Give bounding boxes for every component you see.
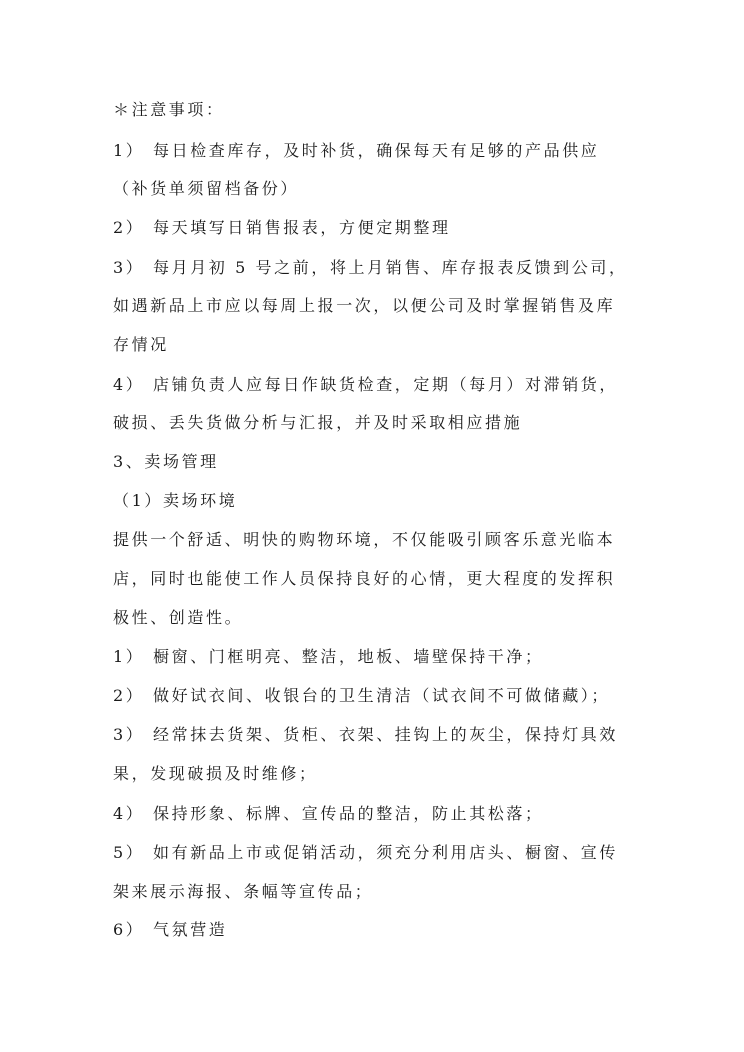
item-text: 保持形象、标牌、宣传品的整洁，防止其松落； xyxy=(153,804,544,823)
item-number: 3） xyxy=(113,725,145,744)
text-line: 破损、丢失货做分析与汇报，并及时采取相应措施 xyxy=(113,413,523,432)
item-text: 经常抹去货架、货柜、衣架、挂钩上的灰尘，保持灯具效 xyxy=(153,725,619,744)
item-number: 3） xyxy=(113,258,145,277)
text-line: （补货单须留档备份） xyxy=(113,179,300,198)
text-line: 存情况 xyxy=(113,335,169,354)
subsection-heading: （1）卖场环境 xyxy=(113,491,238,510)
item-text: 做好试衣间、收银台的卫生清洁（试衣间不可做储藏）； xyxy=(153,686,611,705)
item-text: 每天填写日销售报表，方便定期整理 xyxy=(153,218,451,237)
item-number: 6） xyxy=(113,920,145,939)
list-item xyxy=(113,920,633,940)
list-item xyxy=(113,843,633,863)
paragraph-line: 店，同时也能使工作人员保持良好的心情，更大程度的发挥积 xyxy=(113,569,616,588)
list-item xyxy=(113,647,633,667)
section-heading: 3、卖场管理 xyxy=(113,452,219,471)
item-number: 1） xyxy=(113,141,145,160)
list-item xyxy=(113,258,633,278)
list-item xyxy=(113,804,633,824)
item-text: 每月月初 5 号之前，将上月销售、库存报表反馈到公司， xyxy=(153,258,628,277)
list-item xyxy=(113,141,633,161)
item-text: 如有新品上市或促销活动，须充分利用店头、橱窗、宣传 xyxy=(153,843,619,862)
item-number: 2） xyxy=(113,686,145,705)
notes-heading: ＊注意事项： xyxy=(113,100,225,119)
text-line: 如遇新品上市应以每周上报一次，以便公司及时掌握销售及库 xyxy=(113,296,616,315)
item-text: 橱窗、门框明亮、整洁，地板、墙壁保持干净； xyxy=(153,647,544,666)
list-item xyxy=(113,375,633,395)
item-text: 每日检查库存，及时补货，确保每天有足够的产品供应 xyxy=(153,141,600,160)
list-item xyxy=(113,725,633,745)
list-item xyxy=(113,686,633,706)
item-number: 2） xyxy=(113,218,145,237)
paragraph-line: 极性、创造性。 xyxy=(113,608,244,627)
list-item xyxy=(113,218,633,238)
paragraph-line: 提供一个舒适、明快的购物环境，不仅能吸引顾客乐意光临本 xyxy=(113,530,616,549)
text-line: 果，发现破损及时维修； xyxy=(113,764,318,783)
item-number: 4） xyxy=(113,375,145,394)
item-number: 1） xyxy=(113,647,145,666)
text-line: 架来展示海报、条幅等宣传品； xyxy=(113,882,374,901)
item-text: 气氛营造 xyxy=(153,920,228,939)
item-number: 5） xyxy=(113,843,145,862)
item-text: 店铺负责人应每日作缺货检查，定期（每月）对滞销货， xyxy=(153,375,619,394)
item-number: 4） xyxy=(113,804,145,823)
